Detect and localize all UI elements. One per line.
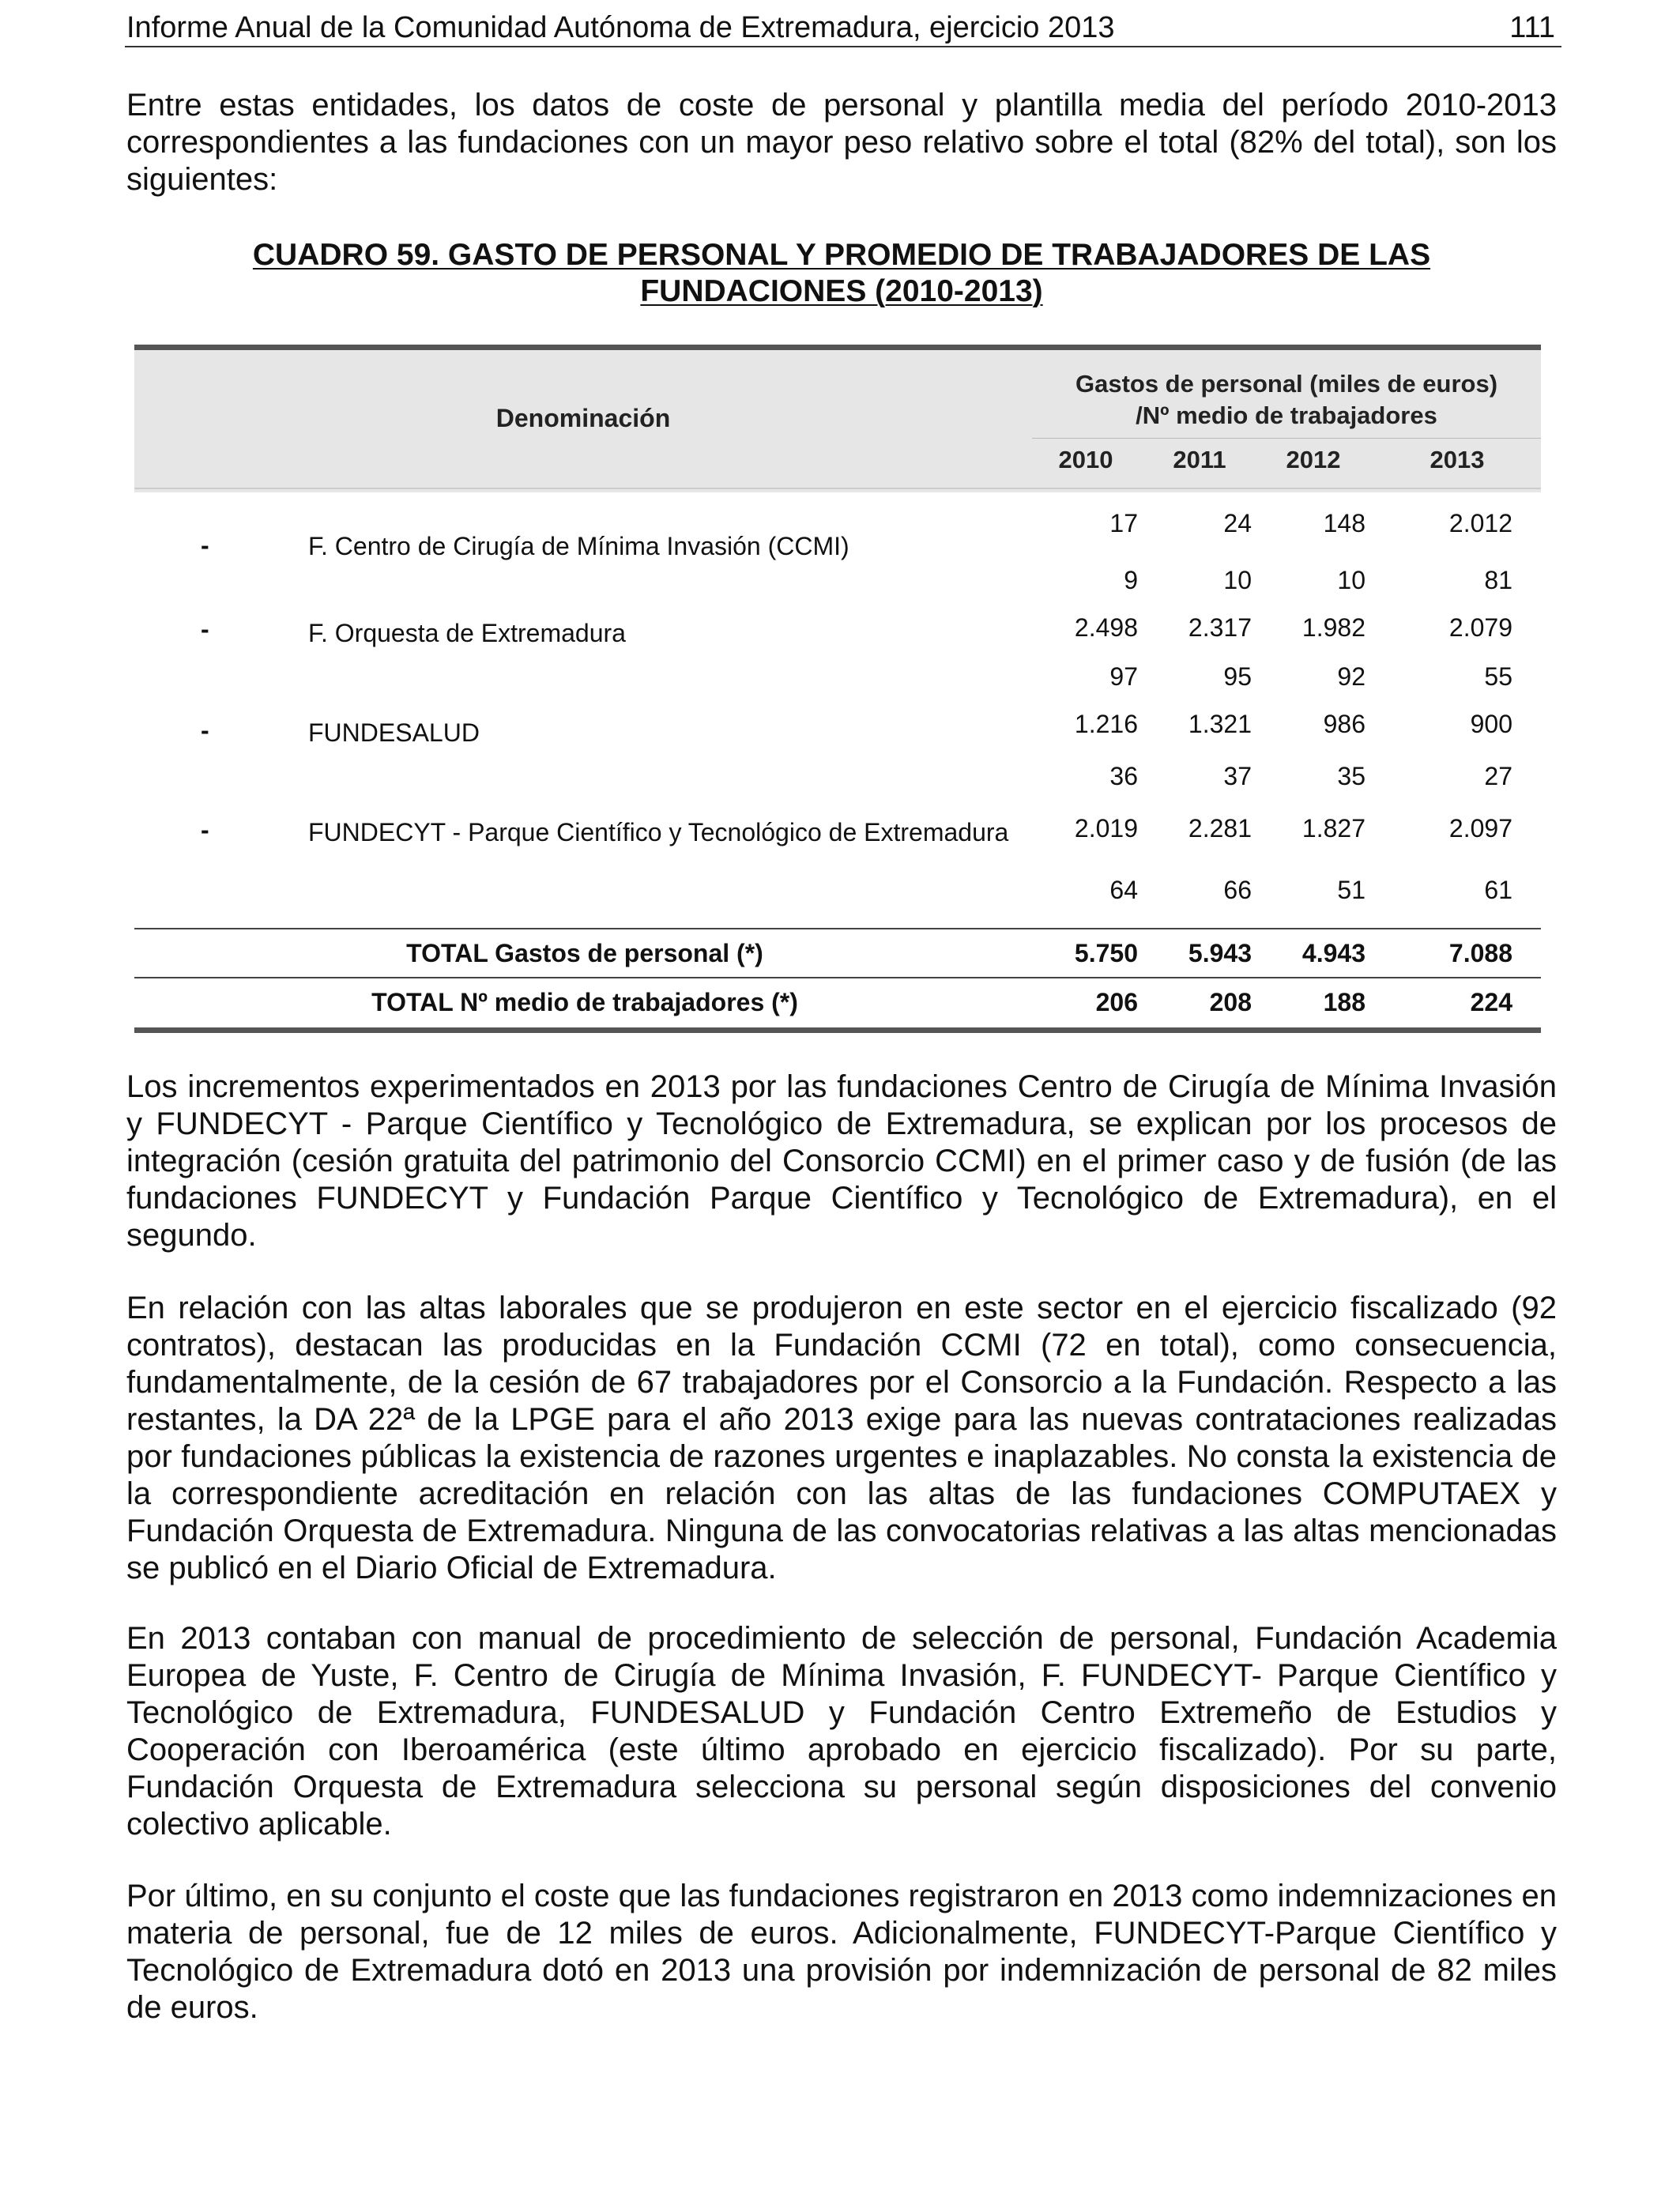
gastos-cell: 2.012 <box>1448 509 1512 537</box>
gastos-cell: 2.019 <box>1074 814 1138 843</box>
total-gastos-cell: 5.943 <box>1188 939 1252 967</box>
table-title-line2: FUNDACIONES (2010-2013) <box>640 274 1043 308</box>
trabajadores-cell: 61 <box>1484 876 1512 904</box>
intro-paragraph: Entre estas entidades, los datos de coste de personal y plantilla media del período 2010-2013 correspondientes a las fundaciones con un mayor peso relativo sobre el total (82% del total), son los siguientes: <box>126 88 1557 197</box>
gastos-cell: 1.216 <box>1074 710 1138 738</box>
trabajadores-cell: 9 <box>1124 566 1138 594</box>
gastos-cell: 900 <box>1470 710 1512 738</box>
header-title: Informe Anual de la Comunidad Autónoma de Extremadura, ejercicio 2013 <box>126 11 1115 44</box>
total-gastos-cell: 5.750 <box>1074 939 1138 967</box>
total-trabajadores-cell: 208 <box>1209 988 1252 1016</box>
row-bullet: - <box>201 816 209 844</box>
gastos-cell: 2.281 <box>1188 814 1252 843</box>
trabajadores-cell: 37 <box>1223 762 1252 790</box>
total-trabajadores-cell: 206 <box>1095 988 1138 1016</box>
total-trabajadores-label: TOTAL Nº medio de trabajadores (*) <box>371 988 798 1016</box>
year-header: 2011 <box>1173 446 1226 473</box>
trabajadores-cell: 95 <box>1223 662 1252 691</box>
gastos-cell: 2.079 <box>1448 613 1512 642</box>
total-trabajadores-cell: 224 <box>1470 988 1512 1016</box>
page-number: 111 <box>1509 11 1555 44</box>
year-header: 2010 <box>1058 446 1113 473</box>
trabajadores-cell: 36 <box>1109 762 1138 790</box>
total-trabajadores-cell: 188 <box>1323 988 1365 1016</box>
trabajadores-cell: 97 <box>1109 662 1138 691</box>
row-name: F. Orquesta de Extremadura <box>308 619 626 647</box>
total-gastos-cell: 4.943 <box>1301 939 1365 967</box>
row-bullet: - <box>201 716 209 745</box>
trabajadores-cell: 35 <box>1337 762 1365 790</box>
table-title-line1: CUADRO 59. GASTO DE PERSONAL Y PROMEDIO DE TRABAJADORES DE LAS <box>252 238 1431 272</box>
trabajadores-cell: 10 <box>1337 566 1365 594</box>
gastos-header-line2: /Nº medio de trabajadores <box>1136 401 1437 429</box>
trabajadores-cell: 55 <box>1484 662 1512 691</box>
gastos-cell: 2.317 <box>1188 613 1252 642</box>
totals-mid-rule <box>134 977 1541 978</box>
gastos-cell: 2.498 <box>1074 613 1138 642</box>
gastos-cell: 1.827 <box>1301 814 1365 843</box>
row-bullet: - <box>201 531 209 560</box>
body-paragraph: Los incrementos experimentados en 2013 por las fundaciones Centro de Cirugía de Mínima Invasión y FUNDECYT - Parque Científico y Tecnológico de Extremadura, se explican por los procesos de integración (cesión gratuita del patrimonio del Consorcio CCMI) en el primer caso y de fusión (de las fundaciones FUNDECYT y Fundación Parque Científico y Tecnológico de Extremadura), en el segundo. <box>126 1069 1557 1253</box>
table-bottom-rule <box>134 1027 1541 1033</box>
totals-top-rule <box>134 928 1541 929</box>
trabajadores-cell: 92 <box>1337 662 1365 691</box>
gastos-cell: 986 <box>1323 710 1365 738</box>
column-header-gastos <box>1032 368 1541 432</box>
total-gastos-cell: 7.088 <box>1448 939 1512 967</box>
data-table <box>134 345 1541 1037</box>
body-paragraph: En 2013 contaban con manual de procedimiento de selección de personal, Fundación Academia Europea de Yuste, F. Centro de Cirugía de Mínima Invasión, F. FUNDECYT- Parque Científico y Tecnológico de Extremadura, FUNDESALUD y Fundación Centro Extremeño de Estudios y Cooperación con Iberoamérica (este último aprobado en ejercicio fiscalizado). Por su parte, Fundación Orquesta de Extremadura selecciona su personal según disposiciones del convenio colectivo aplicable. <box>126 1621 1557 1842</box>
body-paragraph: Por último, en su conjunto el coste que las fundaciones registraron en 2013 como indemnizaciones en materia de personal, fue de 12 miles de euros. Adicionalmente, FUNDECYT-Parque Científico y Tecnológico de Extremadura dotó en 2013 una provisión por indemnización de personal de 82 miles de euros. <box>126 1879 1557 2025</box>
trabajadores-cell: 27 <box>1484 762 1512 790</box>
row-name: FUNDECYT - Parque Científico y Tecnológico de Extremadura <box>308 818 1009 846</box>
table-top-rule <box>134 345 1541 350</box>
total-gastos-label: TOTAL Gastos de personal (*) <box>406 939 763 967</box>
trabajadores-cell: 10 <box>1223 566 1252 594</box>
gastos-cell: 1.321 <box>1188 710 1252 738</box>
row-bullet: - <box>201 615 209 643</box>
gastos-cell: 24 <box>1223 509 1252 537</box>
year-header: 2012 <box>1286 446 1341 473</box>
header-bottom-rule <box>134 488 1541 489</box>
trabajadores-cell: 81 <box>1484 566 1512 594</box>
gastos-cell: 17 <box>1109 509 1138 537</box>
column-header-denominacion: Denominación <box>495 404 671 432</box>
trabajadores-cell: 64 <box>1109 876 1138 904</box>
row-name: F. Centro de Cirugía de Mínima Invasión (CCMI) <box>308 532 849 560</box>
gastos-cell: 1.982 <box>1301 613 1365 642</box>
gastos-header-line1: Gastos de personal (miles de euros) <box>1075 370 1498 398</box>
year-header: 2013 <box>1430 446 1485 473</box>
trabajadores-cell: 51 <box>1337 876 1365 904</box>
header-separator <box>1032 438 1541 439</box>
table-title <box>126 237 1557 310</box>
trabajadores-cell: 66 <box>1223 876 1252 904</box>
body-paragraph: En relación con las altas laborales que se produjeron en este sector en el ejercicio fiscalizado (92 contratos), destacan las producidas en la Fundación CCMI (72 en total), como consecuencia, fundamentalmente, de la cesión de 67 trabajadores por el Consorcio a la Fundación. Respecto a las restantes, la DA 22ª de la LPGE para el año 2013 exige para las nuevas contrataciones realizadas por fundaciones públicas la existencia de razones urgentes e inaplazables. No consta la existencia de la correspondiente acreditación en relación con las altas de las fundaciones COMPUTAEX y Fundación Orquesta de Extremadura. Ninguna de las convocatorias relativas a las altas mencionadas se publicó en el Diario Oficial de Extremadura. <box>126 1291 1557 1585</box>
page-header <box>125 6 1561 47</box>
gastos-cell: 2.097 <box>1448 814 1512 843</box>
gastos-cell: 148 <box>1323 509 1365 537</box>
row-name: FUNDESALUD <box>308 718 480 747</box>
